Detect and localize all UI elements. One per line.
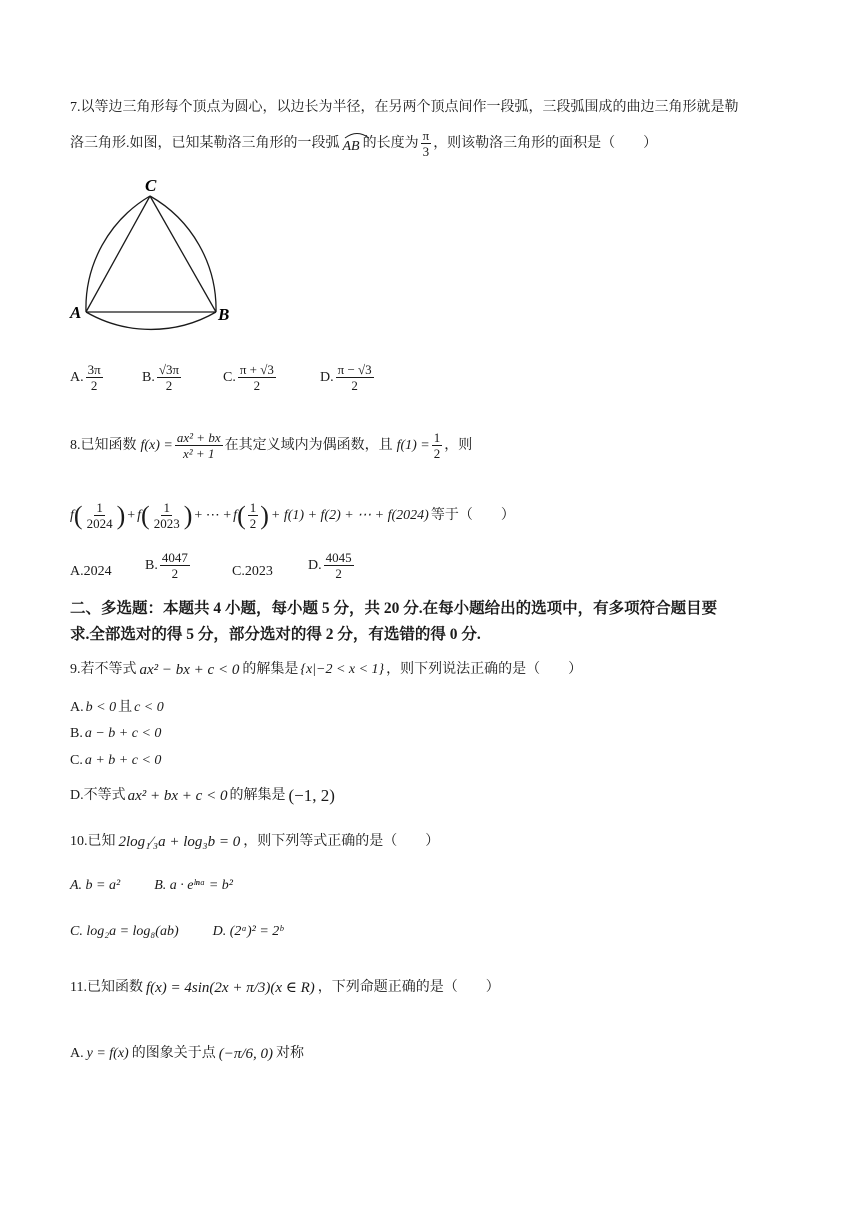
q7-line2-c: ，则该勒洛三角形的面积是（ ） <box>433 135 658 151</box>
q7-line2-a: 洛三角形.如图，已知某勒洛三角形的一段弧 <box>70 135 340 151</box>
q8-fx: f(x) = <box>140 437 173 453</box>
q8-option-d: D. $\frac{4045}{2}$ <box>308 550 352 581</box>
vertex-label-c: C <box>145 176 157 195</box>
section2-line1: 二、多选题：本题共 4 小题，每小题 5 分，共 20 分.在每小题给出的选项中，有多项符合题目要 <box>70 600 718 617</box>
arc-symbol-icon <box>343 131 371 139</box>
q10-stem: 10.已知 2log₁⁄₃a + log₃b = 0 ，则下列等式正确的是（ ） <box>70 834 440 850</box>
q10-option-c: C. log₂a = log₈(ab) <box>70 924 179 939</box>
q8-half: $\frac{1}{2}$ <box>433 430 441 461</box>
q7-options <box>70 362 490 406</box>
q9-option-d: D.不等式 ax² + bx + c < 0 的解集是 (−1, 2) <box>70 786 335 805</box>
q10-options-cd <box>70 922 283 942</box>
q11-stem: 11.已知函数 f(x) = 4sin(2x + π/3)(x ∈ R) ，下列命题正确的是（ ） <box>70 980 500 996</box>
q10-option-b: B. a · eˡⁿᵃ = b² <box>154 878 234 893</box>
q10-options-ab <box>70 876 233 896</box>
vertex-label-b: B <box>218 305 230 324</box>
vertex-label-a: A <box>70 303 82 322</box>
q7-line2 <box>70 128 657 159</box>
q8-option-b: B. $\frac{4047}{2}$ <box>145 550 188 581</box>
q7-option-c: C. $\frac{\pi + √3}{2}$ <box>223 362 274 393</box>
q8-stem: 8.已知函数 f(x) = $\frac{\text{ax² + bx}}{\text{x² + 1}}$ 在其定义域内为偶函数，且 f(1) = $\frac{1}{2}$ ，则 <box>70 430 473 461</box>
q8-sum: f ( $\frac{1}{2024}$ ) + f ( $\frac{1}{2023}$ ) + ⋯ + f ( $\frac{1}{2}$ ) + f(1) + f(2) + ⋯ + f(2024) 等于（ ） <box>70 500 515 531</box>
q7-option-a: A. $\frac{3\pi}{2}$ <box>70 362 101 393</box>
q7-option-d: D. $\frac{\pi - √3}{2}$ <box>320 362 372 393</box>
q8-option-c: C.2023 <box>232 564 273 579</box>
section2-line2: 求.全部选对的得 5 分，部分选对的得 2 分，有选错的得 0 分. <box>70 626 481 643</box>
reuleaux-triangle-figure <box>66 172 246 342</box>
q10-option-d: D. (2ᵃ)² = 2ᵇ <box>212 924 284 939</box>
q9-option-b: B. a − b + c < 0 <box>70 726 162 741</box>
q9-stem: 9.若不等式 ax² − bx + c < 0 的解集是 {x|−2 < x < 1} ，则下列说法正确的是（ ） <box>70 662 583 678</box>
q11-option-a: A. y = f(x) 的图象关于点 (−π/6, 0) 对称 <box>70 1046 305 1062</box>
q7-option-b: B. $\frac{√3\pi}{2}$ <box>142 362 180 393</box>
q7-line2-b: 的长度为 <box>362 135 419 151</box>
q8-option-a: A.2024 <box>70 564 112 579</box>
q7-line1: 7.以等边三角形每个顶点为圆心，以边长为半径，在另两个顶点间作一段弧，三段弧围成的曲边三角形就是勒 <box>70 100 739 115</box>
arc-ab: AB <box>343 131 360 157</box>
q9-option-c: C. a + b + c < 0 <box>70 753 162 768</box>
q8-f1: f(1) = <box>396 437 430 453</box>
q8-fraction: $\frac{\text{ax² + bx}}{\text{x² + 1}}$ <box>176 430 221 461</box>
q7-pi-over-3: $\frac{\pi}{3}$ <box>422 128 430 159</box>
q9-option-a: A. b < 0 且 c < 0 <box>70 700 164 715</box>
q10-option-a: A. b = a² <box>70 878 121 893</box>
q8-options <box>70 550 410 594</box>
